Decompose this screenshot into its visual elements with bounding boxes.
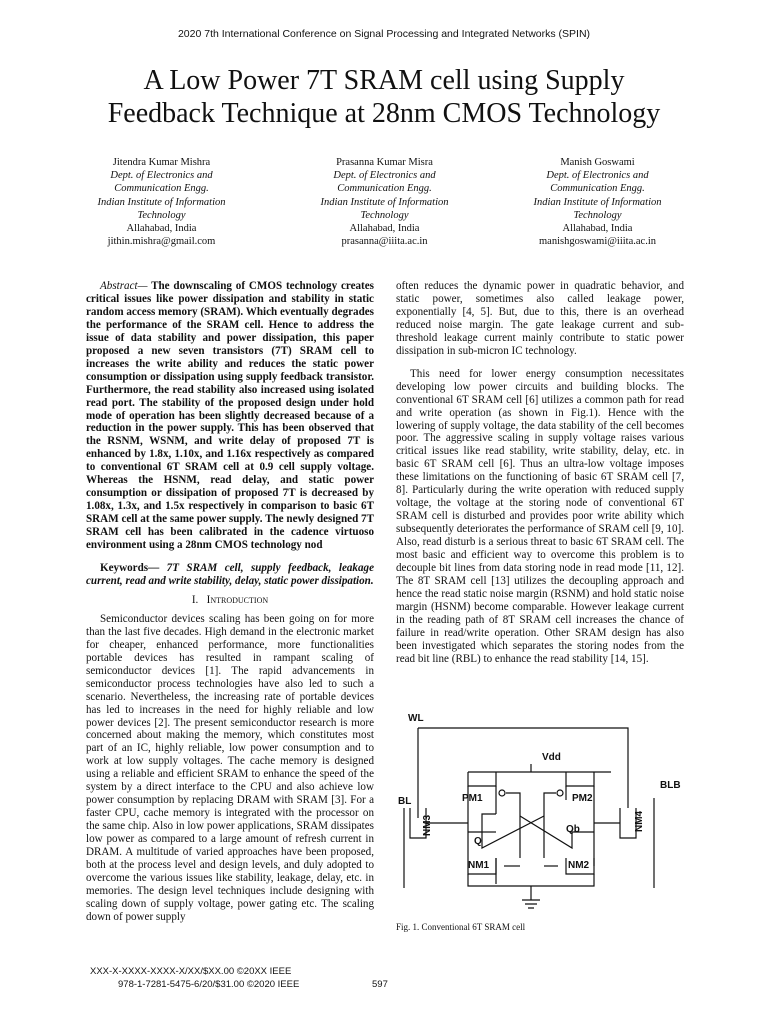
author-institute: Indian Institute of Information xyxy=(97,196,226,208)
keywords xyxy=(86,562,374,588)
abstract-text: The downscaling of CMOS technology creates critical issues like power dissipation and stability in static random access memory (SRAM). Which eventually degrades the performance of the SRAM cell. Hence to address the issue of data stability and power dissipation, this paper proposed a new seven transistors (7T) SRAM cell to increases the write ability and reduces the static power consumption or dissipation using supply feedback transistor. Furthermore, the read stability also increased using isolated read port. The stability of the proposed design under hold mode of operation has been slightly decreased because of a reduction in the power supply. This has been observed that the RSNM, WSNM, and write delay of proposed 7T is enhanced by 1.8x, 1.10x, and 1.16x respectively as compared to conventional 6T SRAM cell at 0.9 cell supply voltage. Whereas the HSNM, read delay, and static power consumption or dissipation of proposed 7T is decreased by 1.08x, 1.3x, and 1.5x respectively in comparison to basic 6T SRAM cell at the same power supply. The newly designed 7T SRAM cell has been calibrated in the cadence virtuoso environment using a 28nm CMOS technology nod xyxy=(86,280,374,552)
author-institute: Technology xyxy=(360,209,409,221)
label-blb: BLB xyxy=(660,780,681,791)
figure-caption: Fig. 1. Conventional 6T SRAM cell xyxy=(396,922,526,932)
label-nm2: NM2 xyxy=(568,860,590,871)
author-block-3 xyxy=(490,156,705,248)
author-dept: Dept. of Electronics and xyxy=(546,170,649,182)
author-name: Prasanna Kumar Misra xyxy=(336,157,433,168)
intro-paragraph: Semiconductor devices scaling has been going on for more than the last five decades. High demand in the electronic market for cheaper, enhanced performance, more functionalities portable devices has resulted in rampant scaling of semiconductor devices [1]. The rapid advancements in semiconductor process technologies have also led to such a scenario. Nevertheless, the increasing rate of portable devices has led to increases in the need for highly reliable and low power devices [2]. The present semiconductor research is more concerned about making the memory, which constitutes most part of an IC, highly reliable, low power consumption and to work at low supply voltages. The cache memory is designed using a reliable and efficient SRAM to enhance the speed of the system by a direct interface to the CPU and also achieve low power consumption by replacing DRAM with SRAM [3]. For a faster CPU, cache memory is integrated with the processor on the same chip. Also in low power applications, SRAM dissipates low power as compared to a large amount of refresh current in DRAM. A multitude of varied approaches have been proposed, both at the process level and design levels, and duly adopted to overcome the various issues like stability, leakage, delay, etc. in memories. The design level techniques include designing with scaling down of supply voltage, power gating etc. The scaling down of power supply xyxy=(86,612,374,923)
author-dept: Communication Engg. xyxy=(114,183,209,195)
title-line-1: A Low Power 7T SRAM cell using Supply xyxy=(143,65,625,96)
author-institute: Indian Institute of Information xyxy=(533,196,662,208)
abstract xyxy=(86,280,374,552)
label-q: Q xyxy=(474,836,482,847)
label-bl: BL xyxy=(398,796,412,807)
author-city: Allahabad, India xyxy=(349,223,420,235)
keywords-text: 7T SRAM cell, supply feedback, leakage current, read and write stability, delay, static power dissipation. xyxy=(86,562,374,587)
author-dept: Communication Engg. xyxy=(550,183,645,195)
label-wl: WL xyxy=(408,713,424,724)
page-number: 597 xyxy=(372,979,388,990)
footer-copyright-template: XXX-X-XXXX-XXXX-X/XX/$XX.00 ©20XX IEEE xyxy=(90,966,292,977)
author-email[interactable]: manishgoswami@iiita.ac.in xyxy=(539,236,656,248)
author-institute: Indian Institute of Information xyxy=(320,196,449,208)
author-block-2 xyxy=(277,156,492,248)
author-email[interactable]: prasanna@iiita.ac.in xyxy=(341,236,428,248)
title-line-2: Feedback Technique at 28nm CMOS Technology xyxy=(107,98,661,129)
label-qb: Qb xyxy=(566,824,580,835)
label-pm1: PM1 xyxy=(462,793,483,804)
label-pm2: PM2 xyxy=(572,793,593,804)
author-institute: Technology xyxy=(137,209,186,221)
author-block-1 xyxy=(54,156,269,248)
author-city: Allahabad, India xyxy=(562,223,633,235)
label-vdd: Vdd xyxy=(542,752,561,763)
section-title: Introduction xyxy=(206,593,269,606)
sram-6t-circuit-figure xyxy=(396,708,696,920)
author-dept: Dept. of Electronics and xyxy=(110,170,213,182)
label-nm1: NM1 xyxy=(468,860,490,871)
paper-title xyxy=(40,64,728,130)
conference-header: 2020 7th International Conference on Signal Processing and Integrated Networks (SPIN) xyxy=(177,28,591,40)
right-paragraph-2: This need for lower energy consumption necessitates developing low power circuits and building blocks. The conventional 6T SRAM cell [6] utilizes a common path for read and write operation (as shown in Fig.1). Hence with the lowering of supply voltage, the data stability of the cell becomes poor. The aggressive scaling in supply voltage raises various critical issues like read stability, write stability, delay, etc. in basic 6T SRAM cell [6]. Thus an ultra-low voltage imposes these limitations on the functioning of basic 6T SRAM cell [7, 8]. Particularly during the write operation with reduced supply voltage, the voltage at the storing node of conventional 6T SRAM cell is disturbed and provides poor write ability which subsequently deteriorates the performance of SRAM cell [9, 10]. Also, read disturb is a serious threat to basic 6T SRAM cell. The most basic and efficient way to overcome this problem is to decouple bit lines from data storing node in read mode [11, 12]. The 8T SRAM cell [13] utilizes the decoupling approach and hence the read static noise margin (RSNM) and hold static noise margin (HSNM) become comparable. However leakage current in the reading path of 8T SRAM cell increases the chance of failure in read/write operation. Other SRAM design has also been investigated which separates the storing nodes from the read bit line (RBL) to enhance the read stability [14, 15]. xyxy=(396,367,684,665)
author-dept: Communication Engg. xyxy=(337,183,432,195)
author-email[interactable]: jithin.mishra@gmail.com xyxy=(107,236,216,248)
left-column xyxy=(86,280,374,924)
author-city: Allahabad, India xyxy=(126,223,197,235)
footer-copyright: 978-1-7281-5475-6/20/$31.00 ©2020 IEEE xyxy=(118,979,300,990)
label-nm3: NM3 xyxy=(422,814,433,836)
right-paragraph-1: often reduces the dynamic power in quadratic behavior, and static power, sometimes also called leakage power, exponentially [4, 5]. But, due to this, there is an overhead reduced noise margin. The gate leakage current and sub-threshold leakage current mainly contribute to static power dissipation in sub-micron IC technology. xyxy=(396,280,684,357)
section-heading xyxy=(86,594,374,607)
author-institute: Technology xyxy=(573,209,622,221)
keywords-label: Keywords— xyxy=(100,562,160,575)
abstract-label: Abstract— xyxy=(100,280,148,292)
author-name: Manish Goswami xyxy=(560,157,635,168)
right-column xyxy=(396,280,684,666)
author-dept: Dept. of Electronics and xyxy=(333,170,436,182)
author-name: Jitendra Kumar Mishra xyxy=(112,157,211,168)
section-number: I. xyxy=(191,593,199,606)
label-nm4: NM4 xyxy=(634,810,645,832)
